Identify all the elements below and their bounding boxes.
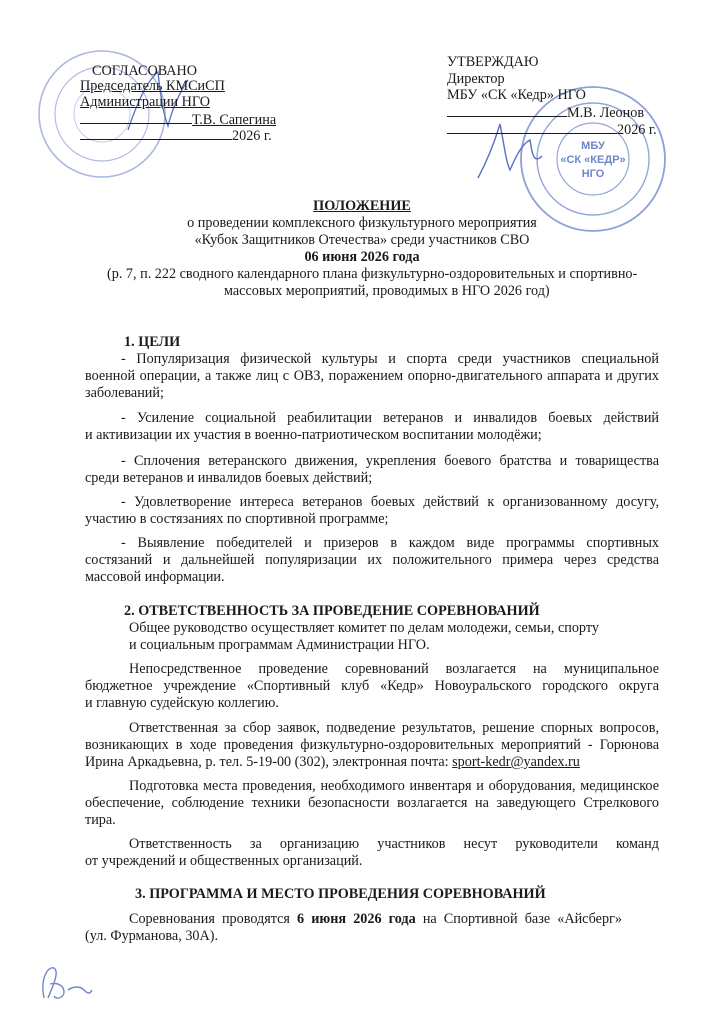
approval-left-line-2: Председатель КМСиСП xyxy=(80,78,225,94)
section-1-line: - Выявление победителей и призеров в каждом виде программы спортивных xyxy=(121,535,659,551)
section-3-text-a: Соревнования проводятся xyxy=(129,911,298,927)
section-2-line: тира. xyxy=(85,812,116,828)
section-3-heading: 3. ПРОГРАММА И МЕСТО ПРОВЕДЕНИЯ СОРЕВНОВАНИЙ xyxy=(135,886,546,902)
stamp-center-line-1: МБУ xyxy=(581,140,605,152)
approval-left-name: Т.В. Сапегина xyxy=(192,112,277,128)
section-1-line: - Усиление социальной реабилитации ветеранов и инвалидов боевых действий xyxy=(121,410,659,426)
plan-reference-1: (р. 7, п. 222 сводного календарного плана физкультурно-оздоровительных и спортивно- xyxy=(107,266,638,282)
section-1-line: массовой информации. xyxy=(85,569,225,585)
initials-signature xyxy=(30,958,96,1013)
section-2-line: Непосредственное проведение соревнований возлагается на муниципальное xyxy=(129,661,659,677)
section-1-line: и активизации их участия в военно-патриотическом воспитании молодёжи; xyxy=(85,427,542,443)
section-2-heading: 2. ОТВЕТСТВЕННОСТЬ ЗА ПРОВЕДЕНИЕ СОРЕВНОВАНИЙ xyxy=(124,603,540,619)
section-1-heading: 1. ЦЕЛИ xyxy=(124,334,181,350)
event-date: 06 июня 2026 года xyxy=(304,249,420,265)
title-line-1: о проведении комплексного физкультурного мероприятия xyxy=(187,215,537,231)
section-3-date: 6 июня 2026 года xyxy=(297,911,416,927)
approval-right-line-2: Директор xyxy=(447,71,505,87)
section-1-line: - Удовлетворение интереса ветеранов боевых действий к организованному досугу, xyxy=(121,494,659,510)
section-2-line: Ответственная за сбор заявок, подведение результатов, решение спорных вопросов, xyxy=(129,720,659,736)
section-2-contact-line xyxy=(85,754,580,771)
section-1-line: участию в состязаниях по спортивной программе; xyxy=(85,511,389,527)
approval-right-line-3: МБУ «СК «Кедр» НГО xyxy=(447,87,586,103)
section-1-line: - Популяризация физической культуры и спорта среди участников специальной xyxy=(121,351,659,367)
approval-left-year: 2026 г. xyxy=(232,128,272,144)
approval-right-year: 2026 г. xyxy=(617,122,657,138)
section-3-line-2: (ул. Фурманова, 30А). xyxy=(85,928,219,944)
title-line-2: «Кубок Защитников Отечества» среди участников СВО xyxy=(194,232,530,248)
section-3-line-1 xyxy=(129,911,622,928)
document-title: ПОЛОЖЕНИЕ xyxy=(313,198,411,214)
stamp-center-line-2: «СК «КЕДР» xyxy=(560,154,626,166)
section-2-line: Ирина Аркадьевна, р. тел. 5-19-00 (302), электронная почта: xyxy=(85,754,453,770)
section-2-line: и главную судейскую коллегию. xyxy=(85,695,279,711)
email-link[interactable]: sport-kedr@yandex.ru xyxy=(452,754,580,770)
approval-left-line-1: СОГЛАСОВАНО xyxy=(92,63,198,79)
approval-right-line-5 xyxy=(447,120,657,139)
section-2-line: Ответственность за организацию участников несут руководители команд xyxy=(129,836,659,852)
section-1-line: заболеваний; xyxy=(85,385,164,401)
plan-reference-2: массовых мероприятий, проводимых в НГО 2026 год) xyxy=(224,283,550,299)
section-2-line: Подготовка места проведения, необходимого инвентаря и оборудования, медицинское xyxy=(129,778,659,794)
section-3-text-c: на Спортивной базе «Айсберг» xyxy=(415,911,622,927)
section-2-line: возникающих в ходе проведения физкультурно-оздоровительных мероприятий - Горюнова xyxy=(85,737,659,753)
section-2-line: обеспечение, соблюдение техники безопасности возлагается на заведующего Стрелкового xyxy=(85,795,659,811)
section-1-line: состязаний и дальнейшей популяризации их положительного примера через средства xyxy=(85,552,659,568)
section-2-line: и социальным программам Администрации НГО. xyxy=(129,637,430,653)
section-1-line: среди ветеранов и инвалидов боевых действий; xyxy=(85,470,373,486)
section-1-line: - Сплочения ветеранского движения, укрепления боевого братства и товарищества xyxy=(121,453,659,469)
section-1-line: военной операции, а также лиц с ОВЗ, поражением опорно-двигательного аппарата и других xyxy=(85,368,659,384)
section-2-line: Общее руководство осуществляет комитет по делам молодежи, семьи, спорту xyxy=(129,620,599,636)
stamp-center-line-3: НГО xyxy=(581,168,605,180)
approval-left-line-5 xyxy=(80,126,272,145)
approval-left-line-3: Администрации НГО xyxy=(80,94,210,110)
section-2-line: бюджетное учреждение «Спортивный клуб «Кедр» Новоуральского городского округа xyxy=(85,678,659,694)
approval-right-line-1: УТВЕРЖДАЮ xyxy=(447,54,539,70)
approval-right-name: М.В. Леонов xyxy=(567,105,645,121)
section-2-line: от учреждений и общественных организаций. xyxy=(85,853,363,869)
